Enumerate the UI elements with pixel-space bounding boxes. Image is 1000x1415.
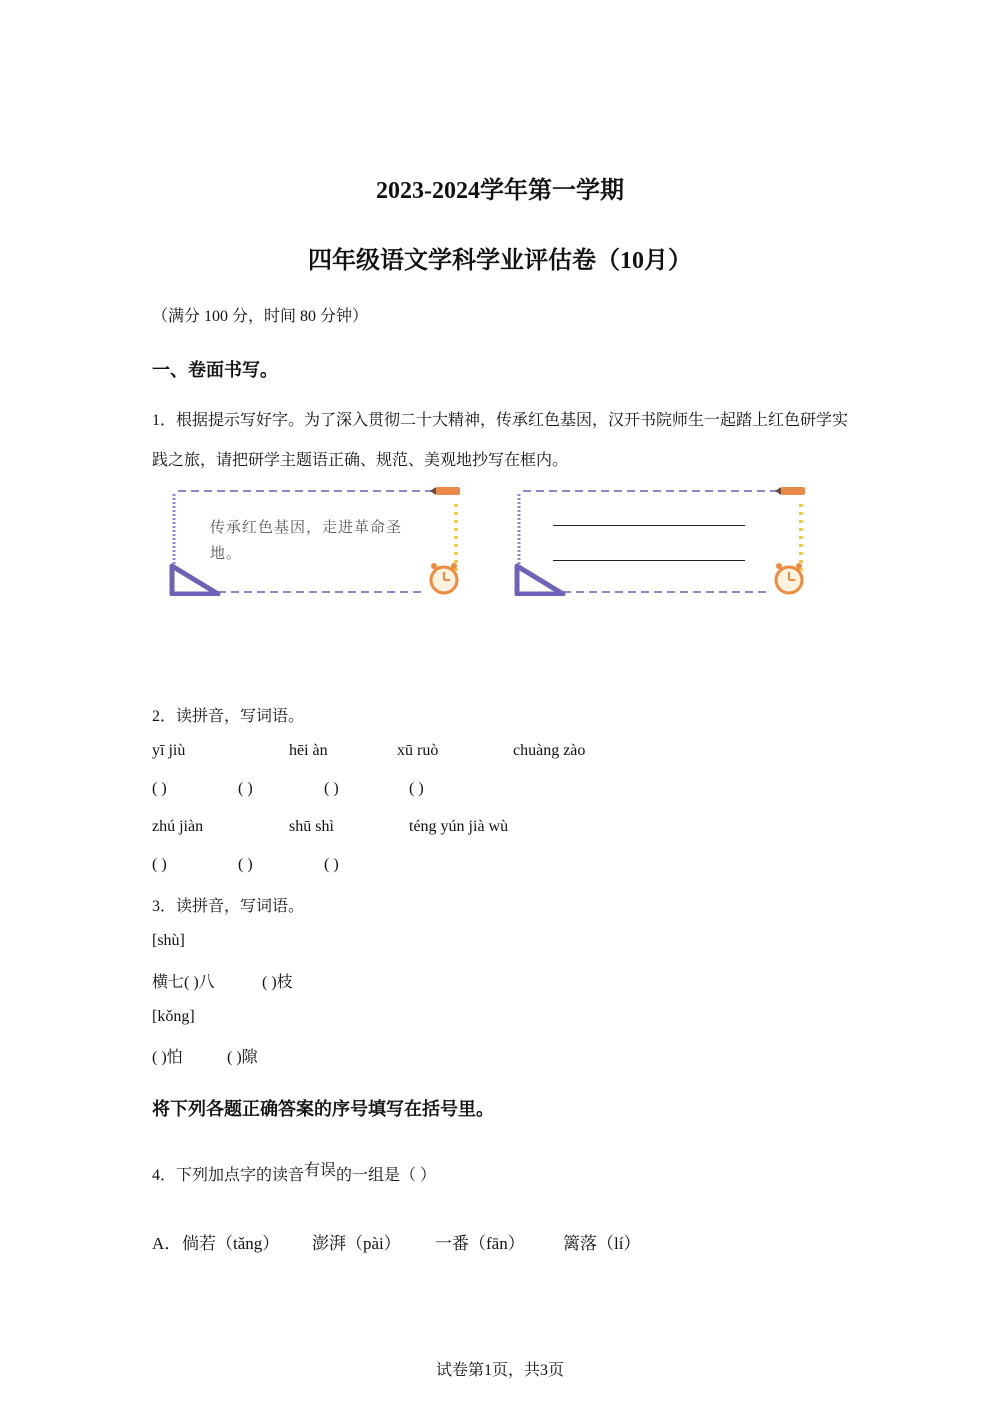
question-4-emphasis: 有误 (304, 1162, 337, 1179)
option-a-item: 澎湃（pài） (312, 1234, 401, 1253)
pinyin-item: zhú jiàn (152, 818, 204, 835)
score-note: （满分 100 分，时间 80 分钟） (152, 308, 369, 325)
pinyin-prompt: [kǒng] (152, 1008, 195, 1025)
alarm-clock-icon (776, 563, 802, 593)
pinyin-item: chuàng zào (513, 742, 586, 759)
answer-blank[interactable]: ( ) (238, 856, 253, 873)
answer-blank-long[interactable]: ( ) (324, 856, 339, 873)
question-4-text-before: 4．下列加点字的读音 (152, 1167, 305, 1184)
pencil-icon (430, 487, 460, 495)
word-blank[interactable]: ( )隙 (227, 1049, 258, 1066)
idiom-blank[interactable]: 横七( )八 (152, 974, 215, 991)
triangle-ruler-icon (172, 566, 218, 594)
option-a-label[interactable]: A． (152, 1234, 182, 1253)
question-2-text: 2．读拼音，写词语。 (152, 708, 305, 725)
pinyin-item: yī jiù (152, 742, 186, 759)
answer-line-2[interactable] (553, 560, 745, 561)
answer-blank[interactable]: ( ) (152, 780, 167, 797)
pinyin-item: hēi àn (289, 742, 328, 759)
question-4-text (152, 1162, 436, 1185)
pinyin-prompt: [shù] (152, 932, 185, 949)
pencil-icon (775, 487, 805, 495)
alarm-clock-icon (431, 563, 457, 593)
question-3-text: 3．读拼音，写词语。 (152, 898, 305, 915)
option-a-item: 倘若（tǎng） (182, 1234, 280, 1253)
page-title: 2023-2024学年第一学期 (376, 178, 624, 204)
word-blank[interactable]: ( )怕 (152, 1049, 183, 1066)
question-4-text-after: 的一组是（ ） (336, 1167, 437, 1184)
pinyin-item: téng yún jià wù (409, 818, 509, 835)
sample-text: 传承红色基因，走进革命圣地。 (210, 520, 403, 562)
word-blank[interactable]: ( )枝 (262, 974, 293, 991)
option-a-item: 篱落（lí） (563, 1234, 641, 1253)
answer-blank[interactable]: ( ) (409, 780, 424, 797)
triangle-ruler-icon (517, 566, 563, 594)
page-footer: 试卷第1页，共3页 (435, 1362, 564, 1379)
answer-blank[interactable]: ( ) (152, 856, 167, 873)
answer-line-1[interactable] (553, 525, 745, 526)
page-subtitle: 四年级语文学科学业评估卷（10月） (308, 248, 692, 274)
pinyin-item: shū shì (289, 818, 334, 835)
answer-blank[interactable]: ( ) (238, 780, 253, 797)
question-1-text: 1．根据提示写好字。为了深入贯彻二十大精神，传承红色基因，汉开书院师生一起踏上红色研学实践之旅，请把研学主题语正确、规范、美观地抄写在框内。 (152, 412, 849, 469)
option-a-item: 一番（fān） (435, 1234, 525, 1253)
section-heading-1: 一、卷面书写。 (152, 360, 278, 380)
pinyin-item: xū ruò (397, 742, 439, 759)
answer-frame (513, 486, 813, 596)
section-heading-2: 将下列各题正确答案的序号填写在括号里。 (152, 1099, 494, 1119)
answer-blank[interactable]: ( ) (324, 780, 339, 797)
